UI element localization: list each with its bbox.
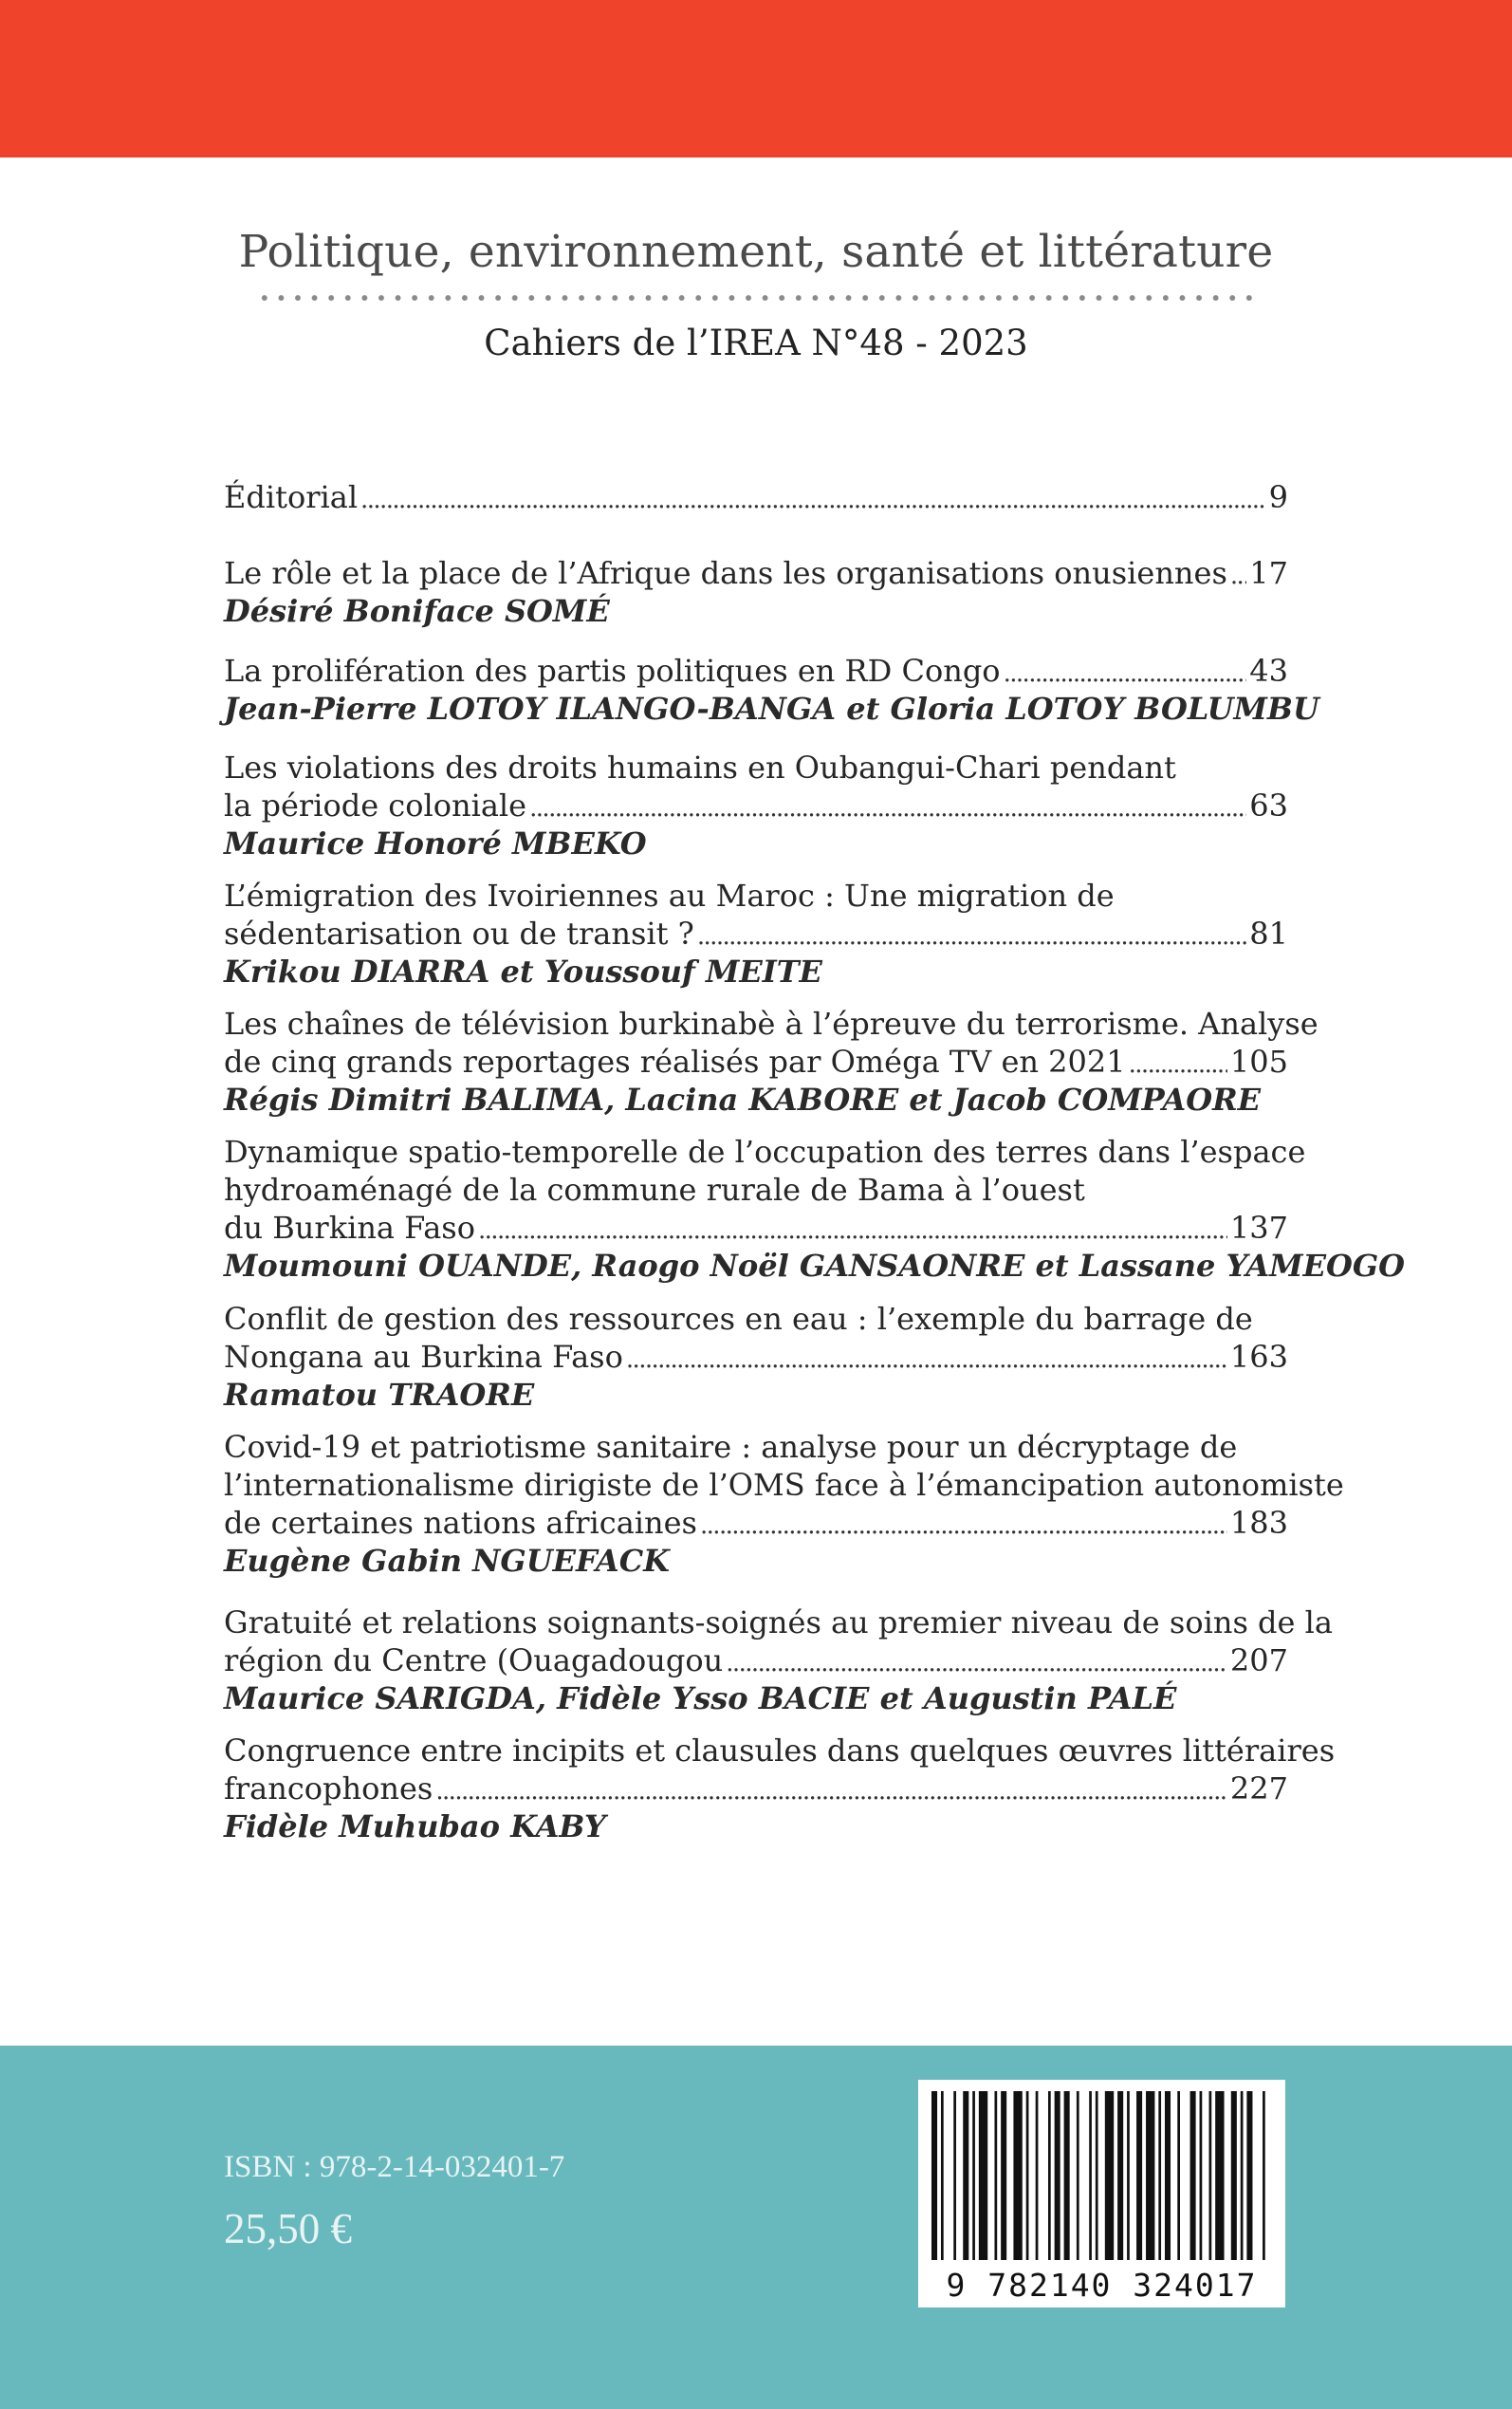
- toc-entry-title: Les chaînes de télévision burkinabè à l’épreuve du terrorisme. Analyse: [224, 1006, 1318, 1042]
- dot-leader: [529, 789, 1246, 827]
- toc-page-number: 81: [1249, 916, 1288, 952]
- toc-page-number: 207: [1229, 1642, 1288, 1678]
- toc-entry[interactable]: [224, 652, 1319, 728]
- toc-page-number: 183: [1229, 1505, 1288, 1541]
- toc-entry-title: l’internationalisme dirigiste de l’OMS face à l’émancipation autonomiste: [224, 1467, 1344, 1503]
- toc-entry-author: Ramatou TRAORE: [224, 1377, 535, 1413]
- toc-entry[interactable]: [224, 1005, 1318, 1119]
- toc-page-number: 105: [1229, 1044, 1288, 1080]
- toc-entry-title: Dynamique spatio-temporelle de l’occupation des terres dans l’espace: [224, 1134, 1306, 1170]
- dot-leader: [700, 1507, 1227, 1545]
- toc-entry-title: la période coloniale: [224, 788, 527, 824]
- toc-entry-author: Eugène Gabin NGUEFACK: [224, 1543, 670, 1579]
- barcode-number: 9 782140 324017: [946, 2267, 1258, 2304]
- toc-entry-title: L’émigration des Ivoiriennes au Maroc : Une migration de: [224, 878, 1115, 914]
- toc-entry-title: hydroaménagé de la commune rurale de Bama à l’ouest: [224, 1172, 1085, 1208]
- series-title: Politique, environnement, santé et littérature: [238, 226, 1274, 278]
- toc-entry-author: Régis Dimitri BALIMA, Lacina KABORE et Jacob COMPAORE: [224, 1082, 1262, 1118]
- toc-entry-title: Nongana au Burkina Faso: [224, 1339, 623, 1375]
- toc-entry-title: Le rôle et la place de l’Afrique dans les organisations onusiennes: [224, 555, 1227, 591]
- dot-leader: [1004, 655, 1247, 693]
- toc-entry-author: Krikou DIARRA et Youssouf MEITE: [224, 954, 822, 990]
- toc-entry[interactable]: [224, 749, 1288, 862]
- toc-entry-title: Éditorial: [224, 479, 359, 515]
- toc-entry-author: Maurice Honoré MBEKO: [224, 825, 647, 862]
- toc-entry-title: francophones: [224, 1770, 433, 1807]
- toc-entry-author: Désiré Boniface SOMÉ: [224, 593, 610, 629]
- dotted-divider: [256, 294, 1260, 302]
- toc-entry-author: Moumouni OUANDE, Raogo Noël GANSAONRE et Lassane YAMEOGO: [224, 1248, 1406, 1284]
- toc-page-number: 163: [1229, 1339, 1288, 1375]
- toc-page-number: 17: [1249, 555, 1288, 591]
- toc-entry[interactable]: [224, 1603, 1333, 1717]
- price-text: 25,50 €: [224, 2205, 352, 2252]
- dot-leader: [697, 917, 1246, 955]
- dot-leader: [435, 1772, 1227, 1810]
- toc-entry[interactable]: [224, 1300, 1288, 1414]
- toc-entry-title: de cinq grands reportages réalisés par Oméga TV en 2021: [224, 1044, 1126, 1080]
- toc-entry[interactable]: [224, 554, 1288, 630]
- toc-page-number: 137: [1229, 1210, 1288, 1246]
- dot-leader: [360, 481, 1266, 519]
- toc-page-number: 227: [1229, 1770, 1288, 1807]
- toc-entry-title: Les violations des droits humains en Oubangui-Chari pendant: [224, 750, 1176, 786]
- toc-entry[interactable]: [224, 1732, 1336, 1845]
- toc-entry-title: sédentarisation ou de transit ?: [224, 916, 694, 952]
- dot-leader: [478, 1212, 1227, 1250]
- toc-entry-author: Maurice SARIGDA, Fidèle Ysso BACIE et Augustin PALÉ: [224, 1680, 1177, 1716]
- dot-leader: [1230, 557, 1246, 595]
- toc-page-number: 43: [1249, 653, 1288, 689]
- toc-entry-title: Gratuité et relations soignants-soignés au premier niveau de soins de la: [224, 1604, 1333, 1640]
- dot-leader: [1129, 1046, 1227, 1084]
- toc-entry[interactable]: [224, 877, 1288, 991]
- dot-leader: [626, 1341, 1227, 1379]
- toc-entry-title: du Burkina Faso: [224, 1210, 475, 1246]
- toc-entry-title: Congruence entre incipits et clausules dans quelques œuvres littéraires: [224, 1733, 1336, 1769]
- toc-entry[interactable]: [224, 1133, 1406, 1285]
- issue-title: Cahiers de l’IREA N°48 - 2023: [484, 323, 1028, 363]
- toc-page-number: 9: [1268, 479, 1288, 515]
- barcode: [918, 2080, 1285, 2307]
- toc-entry-author: Fidèle Muhubao KABY: [224, 1808, 606, 1844]
- toc-entry-author: Jean-Pierre LOTOY ILANGO-BANGA et Gloria LOTOY BOLUMBU: [224, 691, 1319, 727]
- toc-entry-title: de certaines nations africaines: [224, 1505, 697, 1541]
- toc-entry[interactable]: [224, 1428, 1344, 1580]
- toc-entry-title: La prolifération des partis politiques en RD Congo: [224, 653, 1001, 689]
- toc-entry-title: région du Centre (Ouagadougou: [224, 1642, 724, 1678]
- toc-entry-title: Covid-19 et patriotisme sanitaire : analyse pour un décryptage de: [224, 1429, 1238, 1465]
- toc-entry-title: Conflit de gestion des ressources en eau : l’exemple du barrage de: [224, 1301, 1253, 1337]
- isbn-text: ISBN : 978-2-14-032401-7: [224, 2150, 565, 2184]
- toc-entry-editorial[interactable]: [224, 478, 1288, 516]
- barcode-bars-icon: [931, 2091, 1272, 2260]
- top-color-band: [0, 0, 1512, 158]
- dot-leader: [726, 1644, 1227, 1682]
- toc-page-number: 63: [1249, 788, 1288, 824]
